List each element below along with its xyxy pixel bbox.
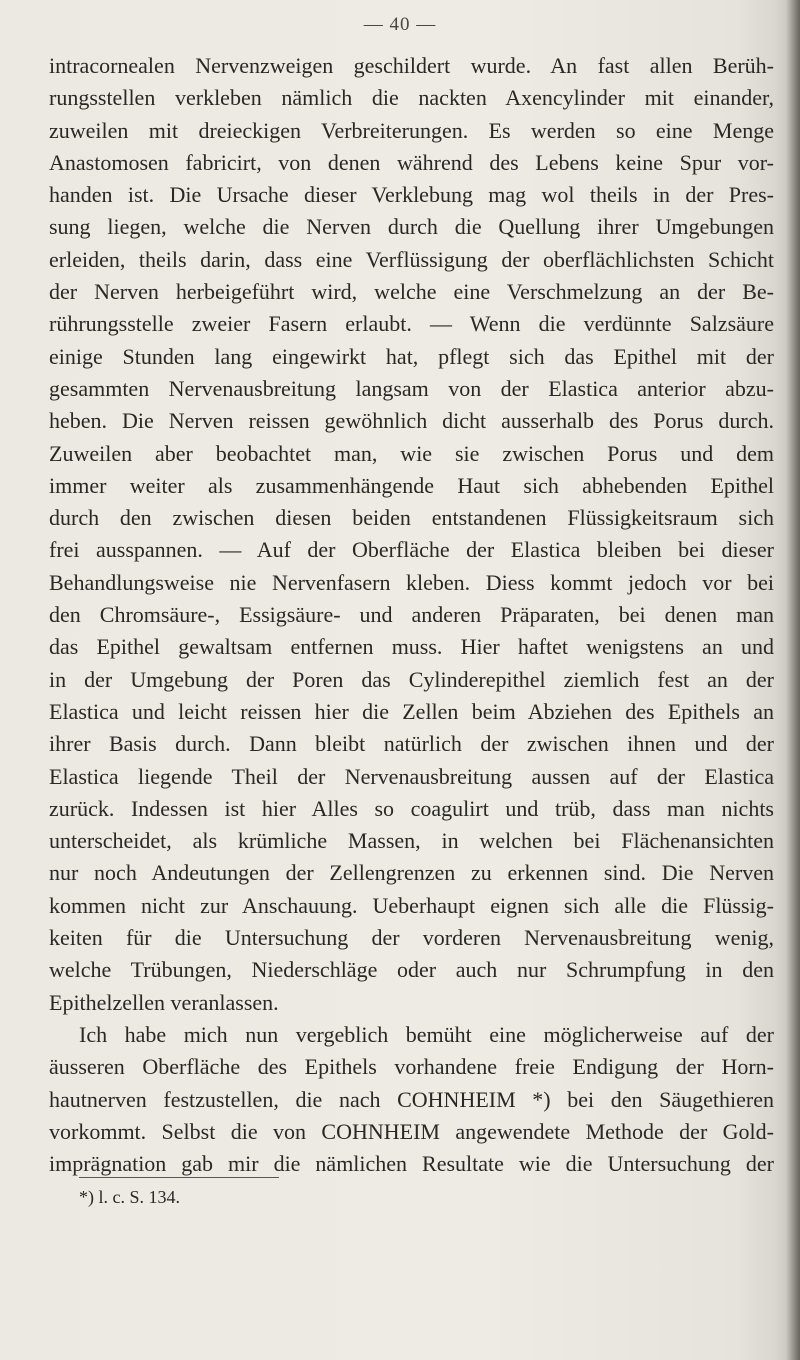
text-line: ihrer Basis durch. Dann bleibt natürlich der zwischen ihnen und der <box>49 731 774 757</box>
paragraph-1 <box>49 50 774 1019</box>
text-line: Ich habe mich nun vergeblich bemüht eine möglicherweise auf der <box>79 1021 774 1047</box>
text-line: erleiden, theils darin, dass eine Verflüssigung der oberflächlichsten Schicht <box>49 246 774 272</box>
text-line: äusseren Oberfläche des Epithels vorhandene freie Endigung der Horn- <box>49 1054 774 1080</box>
text-line: Elastica und leicht reissen hier die Zellen beim Abziehen des Epithels an <box>49 698 774 724</box>
text-line: Zuweilen aber beobachtet man, wie sie zwischen Porus und dem <box>49 440 774 466</box>
text-line: Anastomosen fabricirt, von denen während des Lebens keine Spur vor- <box>49 149 774 175</box>
page-number: — 40 — <box>363 14 437 35</box>
text-line: nur noch Andeutungen der Zellengrenzen zu erkennen sind. Die Nerven <box>49 860 774 886</box>
text-line: welche Trübungen, Niederschläge oder auch nur Schrumpfung in den <box>49 957 774 983</box>
page-edge-shadow <box>786 0 800 1360</box>
text-line: den Chromsäure-, Essigsäure- und anderen Präparaten, bei denen man <box>49 602 774 628</box>
text-line: rungsstellen verkleben nämlich die nackten Axencylinder mit einander, <box>49 85 774 111</box>
text-line: in der Umgebung der Poren das Cylinderepithel ziemlich fest an der <box>49 666 774 692</box>
text-line: rührungsstelle zweier Fasern erlaubt. — Wenn die verdünnte Salzsäure <box>49 311 774 337</box>
text-line: vorkommt. Selbst die von COHNHEIM angewendete Methode der Gold- <box>49 1118 774 1144</box>
text-line: zuweilen mit dreieckigen Verbreiterungen. Es werden so eine Menge <box>49 117 774 143</box>
footnote: *) l. c. S. 134. <box>79 1187 180 1207</box>
text-line: gesammten Nervenausbreitung langsam von der Elastica anterior abzu- <box>49 375 774 401</box>
text-line: frei ausspannen. — Auf der Oberfläche der Elastica bleiben bei dieser <box>49 537 774 563</box>
paragraph-2 <box>49 1019 774 1180</box>
text-line: das Epithel gewaltsam entfernen muss. Hier haftet wenigstens an und <box>49 634 774 660</box>
text-line: heben. Die Nerven reissen gewöhnlich dicht ausserhalb des Porus durch. <box>49 408 774 434</box>
text-line: Epithelzellen veranlassen. <box>49 989 279 1015</box>
text-line: keiten für die Untersuchung der vorderen Nervenausbreitung wenig, <box>49 925 774 951</box>
text-line: unterscheidet, als krümliche Massen, in welchen bei Flächenansichten <box>49 828 774 854</box>
text-line: handen ist. Die Ursache dieser Verklebung mag wol theils in der Pres- <box>49 182 774 208</box>
text-line: immer weiter als zusammenhängende Haut sich abhebenden Epithel <box>49 472 774 498</box>
text-line: durch den zwischen diesen beiden entstandenen Flüssigkeitsraum sich <box>49 505 774 531</box>
text-line: hautnerven festzustellen, die nach COHNHEIM *) bei den Säugethieren <box>49 1086 774 1112</box>
text-line: Elastica liegende Theil der Nervenausbreitung aussen auf der Elastica <box>49 763 774 789</box>
text-line: kommen nicht zur Anschauung. Ueberhaupt eignen sich alle die Flüssig- <box>49 892 774 918</box>
body-text <box>49 50 774 1180</box>
text-line: einige Stunden lang eingewirkt hat, pflegt sich das Epithel mit der <box>49 343 774 369</box>
text-line: Behandlungsweise nie Nervenfasern kleben. Diess kommt jedoch vor bei <box>49 569 774 595</box>
text-line: intracornealen Nervenzweigen geschildert wurde. An fast allen Berüh- <box>49 53 774 78</box>
text-line: imprägnation gab mir die nämlichen Resultate wie die Untersuchung der <box>49 1151 774 1177</box>
text-line: zurück. Indessen ist hier Alles so coagulirt und trüb, dass man nichts <box>49 795 774 821</box>
footnote-divider <box>79 1177 279 1178</box>
text-line: der Nerven herbeigeführt wird, welche eine Verschmelzung an der Be- <box>49 279 774 305</box>
text-line: sung liegen, welche die Nerven durch die Quellung ihrer Umgebungen <box>49 214 774 240</box>
